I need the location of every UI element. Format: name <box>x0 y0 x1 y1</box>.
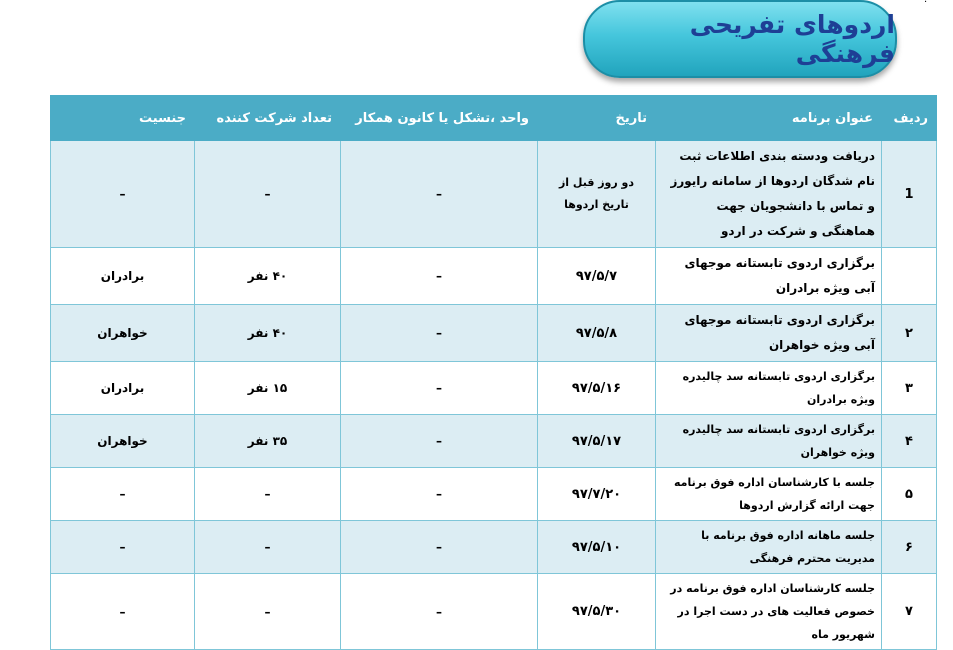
table-row <box>51 521 937 574</box>
row-number: ۲ <box>882 305 937 362</box>
header-date: تاریخ <box>538 96 656 141</box>
program-count: ۴۰ نفر <box>195 248 341 305</box>
program-count: ۳۵ نفر <box>195 415 341 468</box>
header-row-no: ردیف <box>882 96 937 141</box>
row-number: 1 <box>882 141 937 248</box>
program-unit: – <box>341 305 538 362</box>
program-count: – <box>195 468 341 521</box>
table-row <box>51 248 937 305</box>
table-row <box>51 305 937 362</box>
program-unit: – <box>341 415 538 468</box>
header-count: تعداد شرکت کننده <box>195 96 341 141</box>
program-title: جلسه ماهانه اداره فوق برنامه با مدیریت محترم فرهنگی <box>656 521 882 574</box>
program-date: ۹۷/۷/۲۰ <box>538 468 656 521</box>
program-unit: – <box>341 468 538 521</box>
table-row <box>51 415 937 468</box>
program-count: – <box>195 521 341 574</box>
program-gender: خواهران <box>51 305 195 362</box>
programs-table <box>50 95 937 650</box>
program-title: جلسه کارشناسان اداره فوق برنامه در خصوص فعالیت های در دست اجرا در شهریور ماه <box>656 574 882 650</box>
program-gender: برادران <box>51 248 195 305</box>
program-gender: – <box>51 468 195 521</box>
program-count: – <box>195 574 341 650</box>
program-date: ۹۷/۵/۳۰ <box>538 574 656 650</box>
program-title: برگزاری اردوی تابستانه سد چالیدره ویژه برادران <box>656 362 882 415</box>
row-number: ۶ <box>882 521 937 574</box>
program-title: برگزاری اردوی تابستانه موجهای آبی ویژه برادران <box>656 248 882 305</box>
program-title: جلسه با کارشناسان اداره فوق برنامه جهت ارائه گزارش اردوها <box>656 468 882 521</box>
corner-mark <box>924 0 927 5</box>
row-number: ۵ <box>882 468 937 521</box>
row-number: ۳ <box>882 362 937 415</box>
program-unit: – <box>341 574 538 650</box>
table-row <box>51 574 937 650</box>
header-gender: جنسیت <box>51 96 195 141</box>
program-gender: – <box>51 521 195 574</box>
program-date: ۹۷/۵/۱۶ <box>538 362 656 415</box>
program-count: ۴۰ نفر <box>195 305 341 362</box>
row-number <box>882 248 937 305</box>
program-title: برگزاری اردوی تابستانه موجهای آبی ویژه خواهران <box>656 305 882 362</box>
row-number: ۴ <box>882 415 937 468</box>
program-date: ۹۷/۵/۷ <box>538 248 656 305</box>
table-row <box>51 362 937 415</box>
program-gender: خواهران <box>51 415 195 468</box>
program-unit: – <box>341 248 538 305</box>
program-unit: – <box>341 141 538 248</box>
table-row <box>51 468 937 521</box>
program-count: – <box>195 141 341 248</box>
title-banner <box>583 0 897 78</box>
table-row <box>51 141 937 248</box>
program-count: ۱۵ نفر <box>195 362 341 415</box>
table-header-row <box>51 96 937 141</box>
row-number: ۷ <box>882 574 937 650</box>
page-title: اردوهای تفریحی فرهنگی <box>689 10 895 68</box>
program-title: دریافت ودسته بندی اطلاعات ثبت نام شدگان اردوها از سامانه رایورز و تماس با دانشجویان جهت هماهنگی و شرکت در اردو <box>656 141 882 248</box>
program-gender: – <box>51 141 195 248</box>
header-unit: واحد ،تشکل یا کانون همکار <box>341 96 538 141</box>
program-gender: برادران <box>51 362 195 415</box>
program-date: دو روز قبل از تاریخ اردوها <box>538 141 656 248</box>
program-unit: – <box>341 362 538 415</box>
program-title: برگزاری اردوی تابستانه سد چالیدره ویژه خواهران <box>656 415 882 468</box>
program-gender: – <box>51 574 195 650</box>
header-program: عنوان برنامه <box>656 96 882 141</box>
program-date: ۹۷/۵/۱۷ <box>538 415 656 468</box>
program-unit: – <box>341 521 538 574</box>
program-date: ۹۷/۵/۸ <box>538 305 656 362</box>
program-date: ۹۷/۵/۱۰ <box>538 521 656 574</box>
